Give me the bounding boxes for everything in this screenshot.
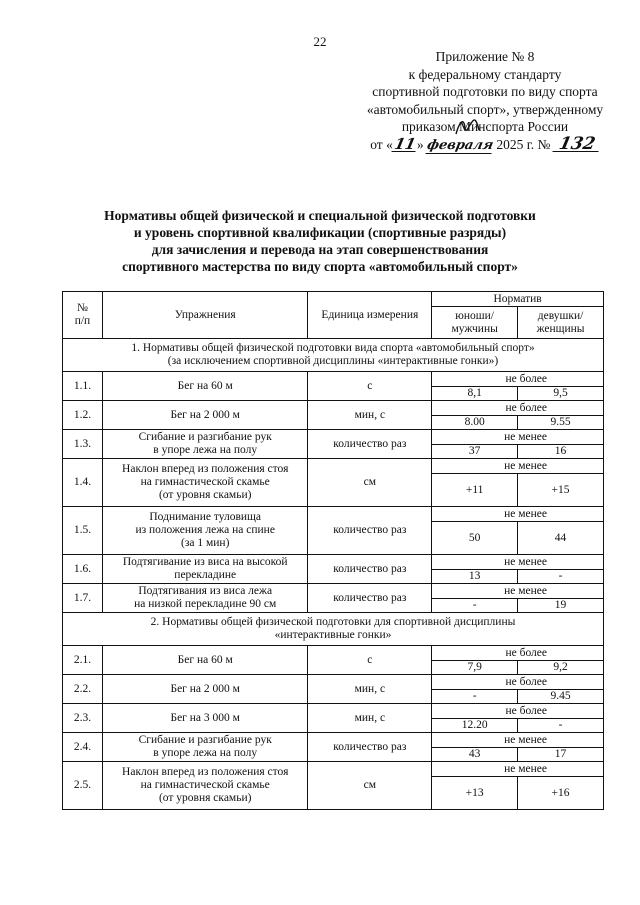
row-unit: количество раз — [308, 507, 432, 555]
date-mid: » — [416, 136, 424, 152]
appendix-block — [330, 48, 640, 154]
row-exercise: Бег на 60 м — [102, 372, 308, 401]
table-row — [63, 584, 604, 599]
row-exercise: Подтягивания из виса лежа на низкой перекладине 90 см — [102, 584, 308, 613]
document-title — [0, 207, 640, 275]
row-condition: не менее — [432, 762, 604, 777]
value-boys: - — [432, 690, 518, 704]
header-unit: Единица измерения — [308, 292, 432, 339]
row-condition: не более — [432, 401, 604, 416]
row-exercise: Сгибание и разгибание рук в упоре лежа на полу — [102, 733, 308, 762]
title-line: и уровень спортивной квалификации (спортивные разряды) — [133, 225, 507, 240]
appendix-title: Приложение № 8 — [435, 49, 535, 64]
appendix-line: «автомобильный спорт», утвержденному — [366, 101, 604, 117]
row-condition: не менее — [432, 584, 604, 599]
row-exercise: Подтягивание из виса на высокой перекладине — [102, 555, 308, 584]
row-num: 1.4. — [63, 459, 103, 507]
row-num: 1.5. — [63, 507, 103, 555]
table-row — [63, 401, 604, 416]
row-num: 1.6. — [63, 555, 103, 584]
value-boys: 43 — [432, 748, 518, 762]
row-num: 2.3. — [63, 704, 103, 733]
appendix-line: к федеральному стандарту — [408, 66, 562, 82]
value-girls: 17 — [518, 748, 604, 762]
row-exercise: Бег на 2 000 м — [102, 675, 308, 704]
header-girls: девушки/ женщины — [518, 307, 604, 339]
row-condition: не более — [432, 675, 604, 690]
header-exercise: Упражнения — [102, 292, 308, 339]
date-day-handwritten: 11 — [392, 134, 418, 153]
table-row — [63, 430, 604, 445]
table-row — [63, 704, 604, 719]
row-unit: см — [308, 459, 432, 507]
value-boys: 37 — [432, 445, 518, 459]
section-row — [63, 339, 604, 372]
row-unit: мин, с — [308, 401, 432, 430]
section-title: 1. Нормативы общей физической подготовки вида спорта «автомобильный спорт» (за исключением спортивной дисциплины «интерактивные гонки») — [63, 339, 604, 372]
row-unit: количество раз — [308, 584, 432, 613]
value-boys: - — [432, 599, 518, 613]
value-boys: 8,1 — [432, 387, 518, 401]
table-row — [63, 733, 604, 748]
table-row — [63, 507, 604, 522]
row-num: 1.2. — [63, 401, 103, 430]
row-num: 2.4. — [63, 733, 103, 762]
value-boys: 8.00 — [432, 416, 518, 430]
row-condition: не менее — [432, 430, 604, 445]
value-girls: 16 — [518, 445, 604, 459]
title-line: спортивного мастерства по виду спорта «автомобильный спорт» — [122, 259, 518, 274]
date-month-handwritten: февраля — [425, 137, 495, 153]
value-girls: 44 — [518, 522, 604, 555]
header-num: № п/п — [63, 292, 103, 339]
value-girls: - — [518, 719, 604, 733]
value-girls: +15 — [518, 474, 604, 507]
value-boys: 50 — [432, 522, 518, 555]
standards-table — [62, 291, 604, 810]
row-num: 2.2. — [63, 675, 103, 704]
row-condition: не более — [432, 646, 604, 661]
row-unit: количество раз — [308, 555, 432, 584]
table-row — [63, 675, 604, 690]
value-girls: - — [518, 570, 604, 584]
value-girls: 9,2 — [518, 661, 604, 675]
value-boys: 13 — [432, 570, 518, 584]
row-condition: не более — [432, 372, 604, 387]
row-exercise: Наклон вперед из положения стоя на гимнастической скамье (от уровня скамьи) — [102, 762, 308, 810]
row-unit: с — [308, 646, 432, 675]
header-norm: Норматив — [432, 292, 604, 307]
title-line: для зачисления и перевода на этап совершенствования — [151, 242, 489, 257]
table-row — [63, 372, 604, 387]
row-condition: не менее — [432, 733, 604, 748]
row-num: 2.1. — [63, 646, 103, 675]
page-number: 22 — [313, 34, 327, 49]
row-unit: мин, с — [308, 675, 432, 704]
row-exercise: Поднимание туловища из положения лежа на спине (за 1 мин) — [102, 507, 308, 555]
row-condition: не менее — [432, 459, 604, 474]
order-number-handwritten: 132 — [552, 137, 601, 152]
title-line: Нормативы общей физической и специальной физической подготовки — [104, 208, 536, 223]
appendix-date-line — [330, 133, 640, 154]
section-title: 2. Нормативы общей физической подготовки для спортивной дисциплины «интерактивные гонки» — [63, 613, 604, 646]
row-exercise: Бег на 60 м — [102, 646, 308, 675]
row-unit: количество раз — [308, 430, 432, 459]
table-row — [63, 646, 604, 661]
value-boys: 12.20 — [432, 719, 518, 733]
row-num: 1.7. — [63, 584, 103, 613]
value-girls: 19 — [518, 599, 604, 613]
value-boys: +11 — [432, 474, 518, 507]
appendix-line: приказом Минспорта России — [401, 119, 569, 134]
row-exercise: Бег на 2 000 м — [102, 401, 308, 430]
row-exercise: Наклон вперед из положения стоя на гимнастической скамье (от уровня скамьи) — [102, 459, 308, 507]
row-num: 2.5. — [63, 762, 103, 810]
row-num: 1.3. — [63, 430, 103, 459]
appendix-line: спортивной подготовки по виду спорта — [372, 84, 598, 99]
value-girls: 9.55 — [518, 416, 604, 430]
row-condition: не менее — [432, 555, 604, 570]
row-condition: не более — [432, 704, 604, 719]
signature-mark — [452, 116, 482, 138]
row-exercise: Бег на 3 000 м — [102, 704, 308, 733]
value-girls: 9.45 — [518, 690, 604, 704]
row-exercise: Сгибание и разгибание рук в упоре лежа на полу — [102, 430, 308, 459]
table-row — [63, 762, 604, 777]
header-boys: юноши/ мужчины — [432, 307, 518, 339]
table-row — [63, 459, 604, 474]
value-girls: 9,5 — [518, 387, 604, 401]
table-row — [63, 555, 604, 570]
row-unit: с — [308, 372, 432, 401]
date-prefix: от « — [370, 136, 393, 152]
row-unit: количество раз — [308, 733, 432, 762]
row-num: 1.1. — [63, 372, 103, 401]
value-boys: 7,9 — [432, 661, 518, 675]
value-girls: +16 — [518, 777, 604, 810]
date-year: 2025 г. № — [496, 136, 551, 152]
row-unit: см — [308, 762, 432, 810]
value-boys: +13 — [432, 777, 518, 810]
row-condition: не менее — [432, 507, 604, 522]
section-row — [63, 613, 604, 646]
row-unit: мин, с — [308, 704, 432, 733]
